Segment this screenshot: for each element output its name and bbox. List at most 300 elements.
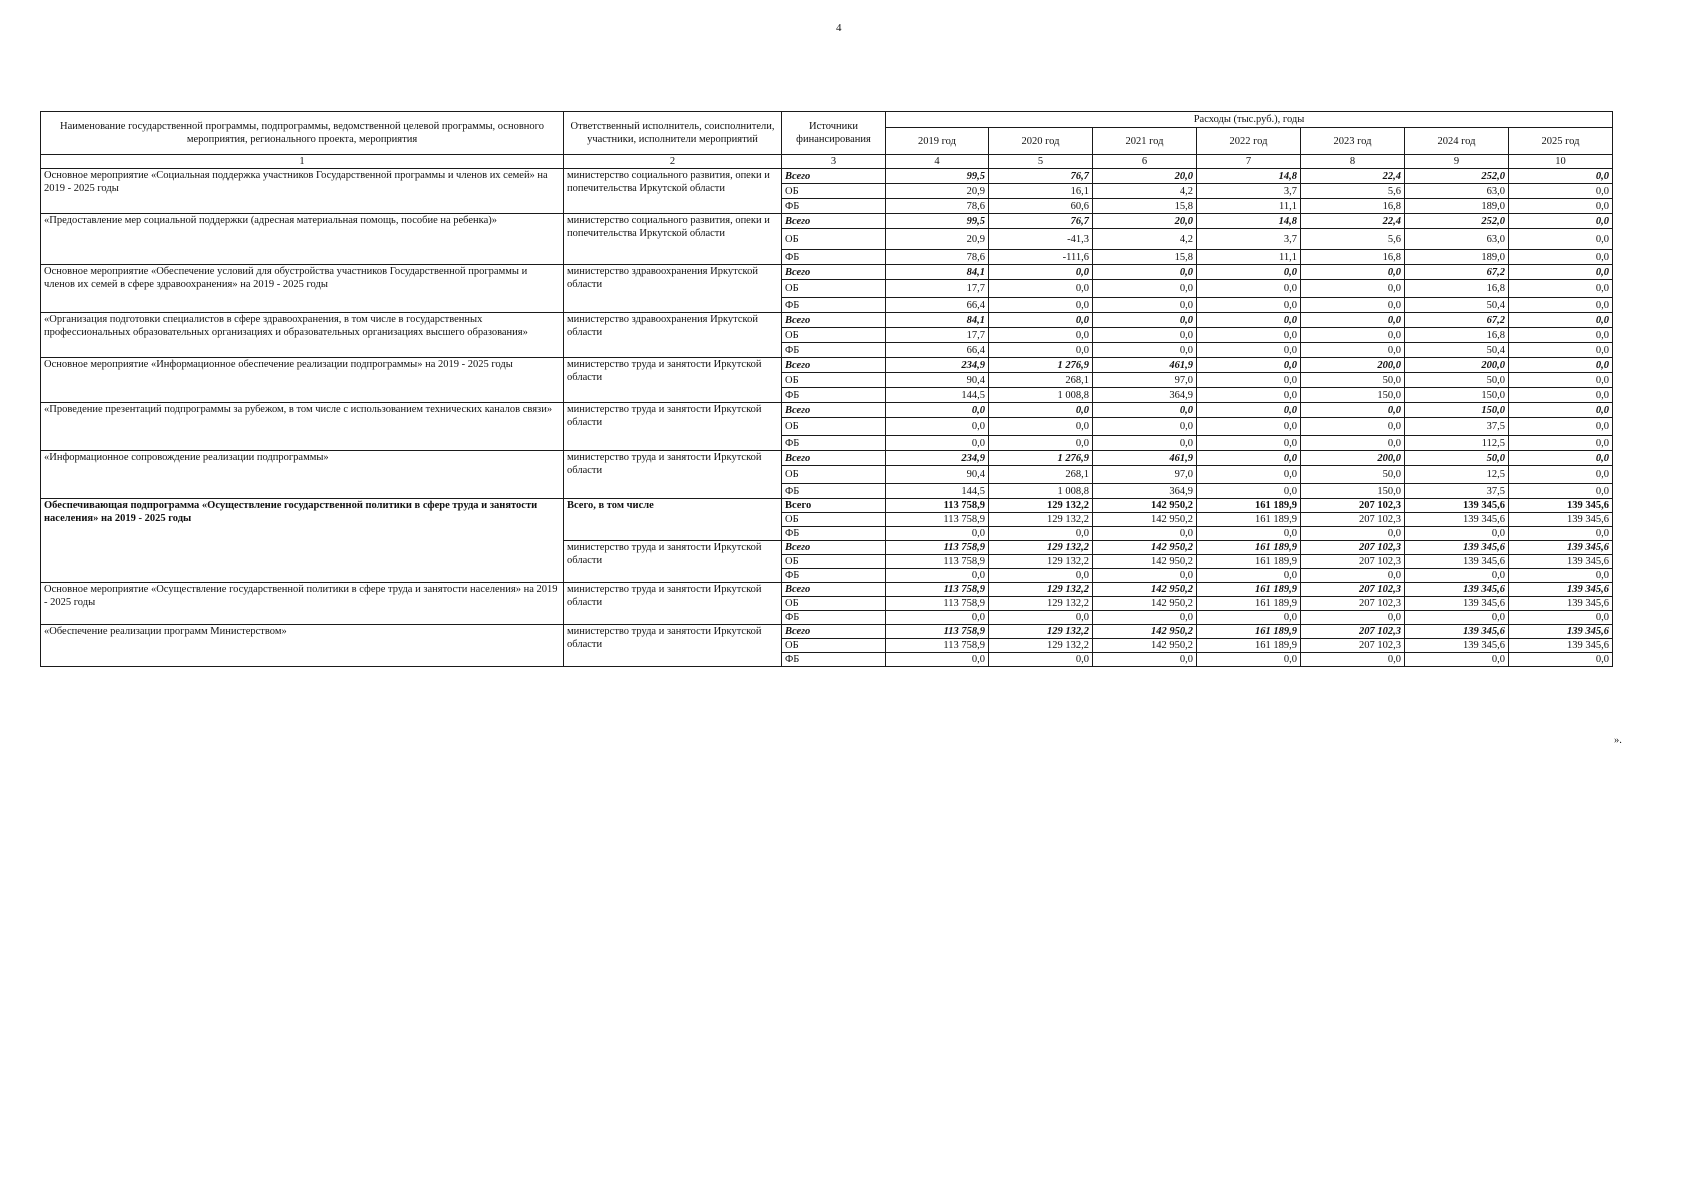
value-cell: 207 102,3: [1301, 583, 1405, 597]
funding-source-cell: Всего: [782, 169, 886, 184]
page-number: 4: [836, 22, 842, 34]
column-number-row: [41, 155, 1613, 169]
value-cell: 0,0: [1405, 527, 1509, 541]
column-number: 8: [1301, 155, 1405, 169]
responsible-cell: министерство труда и занятости Иркутской области: [564, 451, 782, 499]
value-cell: 113 758,9: [886, 597, 989, 611]
funding-source-cell: ОБ: [782, 418, 886, 436]
value-cell: 129 132,2: [989, 597, 1093, 611]
value-cell: 252,0: [1405, 169, 1509, 184]
value-cell: 139 345,6: [1509, 583, 1613, 597]
funding-source-cell: Всего: [782, 541, 886, 555]
value-cell: 0,0: [1509, 436, 1613, 451]
value-cell: 15,8: [1093, 250, 1197, 265]
value-cell: 97,0: [1093, 373, 1197, 388]
value-cell: 0,0: [1405, 653, 1509, 667]
funding-source-cell: Всего: [782, 451, 886, 466]
responsible-cell: министерство труда и занятости Иркутской области: [564, 625, 782, 667]
table-body: [41, 169, 1613, 667]
value-cell: 20,0: [1093, 214, 1197, 229]
header-year-cell: 2021 год: [1093, 128, 1197, 155]
program-name-cell: Основное мероприятие «Социальная поддержка участников Государственной программы и членов их семей» на 2019 - 2025 годы: [41, 169, 564, 214]
value-cell: 0,0: [886, 569, 989, 583]
value-cell: 142 950,2: [1093, 597, 1197, 611]
funding-source-cell: Всего: [782, 499, 886, 513]
value-cell: 189,0: [1405, 199, 1509, 214]
value-cell: 0,0: [1509, 403, 1613, 418]
funding-source-cell: ФБ: [782, 388, 886, 403]
value-cell: 1 276,9: [989, 451, 1093, 466]
value-cell: 0,0: [1509, 418, 1613, 436]
header-resp-cell: Ответственный исполнитель, соисполнители, участники, исполнители мероприятий: [564, 112, 782, 155]
value-cell: 99,5: [886, 169, 989, 184]
table-row: [41, 265, 1613, 280]
value-cell: 0,0: [1509, 388, 1613, 403]
value-cell: 0,0: [1509, 451, 1613, 466]
value-cell: 5,6: [1301, 184, 1405, 199]
value-cell: 139 345,6: [1405, 555, 1509, 569]
value-cell: 63,0: [1405, 229, 1509, 250]
value-cell: 150,0: [1405, 403, 1509, 418]
value-cell: 0,0: [1197, 466, 1301, 484]
value-cell: 67,2: [1405, 313, 1509, 328]
funding-source-cell: ФБ: [782, 298, 886, 313]
header-year-cell: 2019 год: [886, 128, 989, 155]
value-cell: 0,0: [1509, 653, 1613, 667]
value-cell: 0,0: [1197, 653, 1301, 667]
value-cell: 150,0: [1405, 388, 1509, 403]
value-cell: 129 132,2: [989, 499, 1093, 513]
value-cell: 0,0: [1509, 313, 1613, 328]
value-cell: 234,9: [886, 358, 989, 373]
value-cell: 22,4: [1301, 214, 1405, 229]
header-source-cell: Источники финансирования: [782, 112, 886, 155]
value-cell: 0,0: [1301, 328, 1405, 343]
funding-source-cell: ФБ: [782, 653, 886, 667]
value-cell: 207 102,3: [1301, 499, 1405, 513]
value-cell: 0,0: [989, 343, 1093, 358]
value-cell: 0,0: [1197, 358, 1301, 373]
value-cell: 0,0: [1197, 403, 1301, 418]
program-name-cell: Основное мероприятие «Осуществление государственной политики в сфере труда и занятости населения» на 2019 - 2025 годы: [41, 583, 564, 625]
value-cell: 14,8: [1197, 169, 1301, 184]
value-cell: 50,0: [1405, 373, 1509, 388]
value-cell: 0,0: [1301, 265, 1405, 280]
funding-source-cell: Всего: [782, 358, 886, 373]
value-cell: 0,0: [989, 265, 1093, 280]
funding-source-cell: Всего: [782, 583, 886, 597]
header-year-cell: 2025 год: [1509, 128, 1613, 155]
value-cell: 11,1: [1197, 250, 1301, 265]
funding-source-cell: ОБ: [782, 513, 886, 527]
value-cell: 0,0: [1093, 436, 1197, 451]
value-cell: 0,0: [1093, 298, 1197, 313]
value-cell: 268,1: [989, 466, 1093, 484]
value-cell: 0,0: [989, 611, 1093, 625]
value-cell: 113 758,9: [886, 555, 989, 569]
funding-source-cell: ФБ: [782, 527, 886, 541]
value-cell: 113 758,9: [886, 499, 989, 513]
header-name-cell: Наименование государственной программы, подпрограммы, ведомственной целевой программы, основного мероприятия, регионального проекта, мероприятия: [41, 112, 564, 155]
responsible-cell: министерство труда и занятости Иркутской области: [564, 583, 782, 625]
value-cell: 139 345,6: [1509, 541, 1613, 555]
table-row: [41, 169, 1613, 184]
value-cell: 0,0: [886, 527, 989, 541]
header-year-cell: 2023 год: [1301, 128, 1405, 155]
value-cell: 16,8: [1301, 250, 1405, 265]
table-row: [41, 451, 1613, 466]
funding-source-cell: Всего: [782, 214, 886, 229]
responsible-cell: министерство труда и занятости Иркутской области: [564, 541, 782, 583]
value-cell: 3,7: [1197, 229, 1301, 250]
value-cell: 0,0: [1301, 569, 1405, 583]
value-cell: 0,0: [1509, 484, 1613, 499]
header-year-cell: 2024 год: [1405, 128, 1509, 155]
funding-source-cell: ОБ: [782, 597, 886, 611]
value-cell: 0,0: [1509, 569, 1613, 583]
table-row: [41, 358, 1613, 373]
value-cell: 0,0: [989, 328, 1093, 343]
value-cell: 0,0: [1509, 328, 1613, 343]
value-cell: 129 132,2: [989, 555, 1093, 569]
value-cell: 0,0: [1301, 436, 1405, 451]
value-cell: 0,0: [1509, 184, 1613, 199]
value-cell: 0,0: [989, 313, 1093, 328]
value-cell: 99,5: [886, 214, 989, 229]
value-cell: 0,0: [1509, 527, 1613, 541]
value-cell: 129 132,2: [989, 639, 1093, 653]
value-cell: 0,0: [1197, 343, 1301, 358]
value-cell: 0,0: [989, 653, 1093, 667]
value-cell: 0,0: [1197, 569, 1301, 583]
funding-source-cell: ОБ: [782, 639, 886, 653]
value-cell: 0,0: [1197, 611, 1301, 625]
value-cell: 0,0: [1093, 569, 1197, 583]
value-cell: 0,0: [1509, 250, 1613, 265]
value-cell: 113 758,9: [886, 513, 989, 527]
value-cell: 0,0: [1301, 527, 1405, 541]
funding-source-cell: ОБ: [782, 328, 886, 343]
value-cell: 0,0: [886, 403, 989, 418]
table-row: [41, 625, 1613, 639]
funding-source-cell: ОБ: [782, 466, 886, 484]
column-number: 4: [886, 155, 989, 169]
funding-source-cell: ФБ: [782, 569, 886, 583]
table-row: [41, 403, 1613, 418]
column-number: 1: [41, 155, 564, 169]
value-cell: 139 345,6: [1405, 583, 1509, 597]
value-cell: 84,1: [886, 313, 989, 328]
value-cell: 461,9: [1093, 358, 1197, 373]
value-cell: 0,0: [1093, 418, 1197, 436]
funding-source-cell: ОБ: [782, 280, 886, 298]
value-cell: 129 132,2: [989, 541, 1093, 555]
funding-source-cell: ОБ: [782, 184, 886, 199]
value-cell: 0,0: [1301, 313, 1405, 328]
value-cell: 0,0: [1197, 298, 1301, 313]
funding-source-cell: ФБ: [782, 250, 886, 265]
value-cell: 142 950,2: [1093, 513, 1197, 527]
value-cell: 161 189,9: [1197, 541, 1301, 555]
value-cell: 0,0: [1301, 611, 1405, 625]
responsible-cell: министерство социального развития, опеки и попечительства Иркутской области: [564, 169, 782, 214]
value-cell: 0,0: [1093, 328, 1197, 343]
value-cell: 0,0: [886, 611, 989, 625]
value-cell: 0,0: [1509, 199, 1613, 214]
value-cell: 0,0: [1093, 343, 1197, 358]
value-cell: 0,0: [886, 418, 989, 436]
value-cell: 0,0: [989, 569, 1093, 583]
value-cell: 76,7: [989, 169, 1093, 184]
value-cell: 0,0: [1093, 280, 1197, 298]
value-cell: 0,0: [1093, 527, 1197, 541]
value-cell: 0,0: [1509, 611, 1613, 625]
value-cell: 0,0: [1301, 298, 1405, 313]
value-cell: 0,0: [1509, 265, 1613, 280]
value-cell: 12,5: [1405, 466, 1509, 484]
header-year-cell: 2020 год: [989, 128, 1093, 155]
value-cell: 161 189,9: [1197, 597, 1301, 611]
column-number: 9: [1405, 155, 1509, 169]
header-expenses-cell: Расходы (тыс.руб.), годы: [886, 112, 1613, 128]
value-cell: 139 345,6: [1509, 597, 1613, 611]
value-cell: 50,0: [1405, 451, 1509, 466]
column-number: 2: [564, 155, 782, 169]
program-name-cell: Основное мероприятие «Обеспечение условий для обустройства участников Государственной программы и членов их семей в сфере здравоохранения» на 2019 - 2025 годы: [41, 265, 564, 313]
value-cell: 113 758,9: [886, 625, 989, 639]
program-name-cell: Основное мероприятие «Информационное обеспечение реализации подпрограммы» на 2019 - 2025 годы: [41, 358, 564, 403]
responsible-cell: министерство труда и занятости Иркутской области: [564, 358, 782, 403]
value-cell: 20,0: [1093, 169, 1197, 184]
value-cell: 142 950,2: [1093, 499, 1197, 513]
value-cell: 161 189,9: [1197, 555, 1301, 569]
value-cell: 50,4: [1405, 343, 1509, 358]
responsible-cell: Всего, в том числе: [564, 499, 782, 541]
responsible-cell: министерство здравоохранения Иркутской области: [564, 313, 782, 358]
value-cell: 0,0: [1509, 298, 1613, 313]
value-cell: 66,4: [886, 343, 989, 358]
value-cell: 113 758,9: [886, 541, 989, 555]
value-cell: 22,4: [1301, 169, 1405, 184]
value-cell: -111,6: [989, 250, 1093, 265]
value-cell: 0,0: [1509, 229, 1613, 250]
value-cell: 0,0: [989, 280, 1093, 298]
value-cell: 139 345,6: [1405, 625, 1509, 639]
value-cell: 207 102,3: [1301, 541, 1405, 555]
funding-source-cell: ФБ: [782, 484, 886, 499]
table-row: [41, 499, 1613, 513]
value-cell: 200,0: [1301, 451, 1405, 466]
value-cell: 0,0: [989, 403, 1093, 418]
value-cell: 161 189,9: [1197, 639, 1301, 653]
value-cell: 161 189,9: [1197, 513, 1301, 527]
value-cell: 67,2: [1405, 265, 1509, 280]
column-number: 3: [782, 155, 886, 169]
value-cell: 113 758,9: [886, 583, 989, 597]
responsible-cell: министерство социального развития, опеки и попечительства Иркутской области: [564, 214, 782, 265]
closing-quote-mark: ».: [1614, 735, 1622, 746]
funding-source-cell: Всего: [782, 403, 886, 418]
value-cell: 63,0: [1405, 184, 1509, 199]
value-cell: 0,0: [1093, 265, 1197, 280]
table-row: [41, 214, 1613, 229]
value-cell: 76,7: [989, 214, 1093, 229]
value-cell: 0,0: [1093, 403, 1197, 418]
value-cell: 268,1: [989, 373, 1093, 388]
value-cell: 142 950,2: [1093, 639, 1197, 653]
value-cell: 139 345,6: [1509, 499, 1613, 513]
value-cell: 0,0: [1093, 653, 1197, 667]
funding-source-cell: Всего: [782, 625, 886, 639]
value-cell: 1 008,8: [989, 388, 1093, 403]
funding-source-cell: Всего: [782, 313, 886, 328]
column-number: 6: [1093, 155, 1197, 169]
value-cell: 0,0: [1405, 569, 1509, 583]
value-cell: 17,7: [886, 328, 989, 343]
value-cell: 139 345,6: [1509, 639, 1613, 653]
funding-source-cell: ОБ: [782, 555, 886, 569]
value-cell: 0,0: [1197, 313, 1301, 328]
column-number: 5: [989, 155, 1093, 169]
value-cell: 0,0: [989, 418, 1093, 436]
column-number: 7: [1197, 155, 1301, 169]
table-row: [41, 313, 1613, 328]
value-cell: 0,0: [1197, 527, 1301, 541]
value-cell: 189,0: [1405, 250, 1509, 265]
funding-source-cell: ФБ: [782, 199, 886, 214]
program-name-cell: «Обеспечение реализации программ Министерством»: [41, 625, 564, 667]
program-name-cell: «Проведение презентаций подпрограммы за рубежом, в том числе с использованием технических каналов связи»: [41, 403, 564, 451]
value-cell: 139 345,6: [1509, 625, 1613, 639]
value-cell: 112,5: [1405, 436, 1509, 451]
value-cell: 0,0: [1197, 436, 1301, 451]
value-cell: 139 345,6: [1405, 541, 1509, 555]
value-cell: 50,0: [1301, 466, 1405, 484]
value-cell: 0,0: [886, 436, 989, 451]
value-cell: 0,0: [1509, 358, 1613, 373]
value-cell: 0,0: [1197, 388, 1301, 403]
value-cell: 129 132,2: [989, 513, 1093, 527]
value-cell: 142 950,2: [1093, 625, 1197, 639]
program-name-cell: «Организация подготовки специалистов в сфере здравоохранения, в том числе в государственных профессиональных образовательных организациях и образовательных организациях высшего образования»: [41, 313, 564, 358]
funding-source-cell: ФБ: [782, 611, 886, 625]
value-cell: 0,0: [1197, 484, 1301, 499]
value-cell: 16,8: [1405, 280, 1509, 298]
value-cell: 139 345,6: [1509, 513, 1613, 527]
value-cell: 1 276,9: [989, 358, 1093, 373]
value-cell: 0,0: [1197, 280, 1301, 298]
value-cell: 0,0: [1301, 343, 1405, 358]
value-cell: 144,5: [886, 388, 989, 403]
value-cell: 16,1: [989, 184, 1093, 199]
budget-table: [40, 111, 1613, 667]
value-cell: 207 102,3: [1301, 597, 1405, 611]
value-cell: 90,4: [886, 466, 989, 484]
value-cell: 1 008,8: [989, 484, 1093, 499]
value-cell: 37,5: [1405, 484, 1509, 499]
value-cell: 0,0: [1301, 653, 1405, 667]
value-cell: 0,0: [1509, 169, 1613, 184]
value-cell: 364,9: [1093, 388, 1197, 403]
value-cell: 150,0: [1301, 484, 1405, 499]
value-cell: 5,6: [1301, 229, 1405, 250]
value-cell: 139 345,6: [1509, 555, 1613, 569]
value-cell: -41,3: [989, 229, 1093, 250]
value-cell: 139 345,6: [1405, 499, 1509, 513]
value-cell: 0,0: [1509, 214, 1613, 229]
header-year-cell: 2022 год: [1197, 128, 1301, 155]
value-cell: 207 102,3: [1301, 555, 1405, 569]
value-cell: 0,0: [1197, 328, 1301, 343]
value-cell: 139 345,6: [1405, 639, 1509, 653]
value-cell: 207 102,3: [1301, 639, 1405, 653]
value-cell: 142 950,2: [1093, 555, 1197, 569]
value-cell: 129 132,2: [989, 625, 1093, 639]
value-cell: 11,1: [1197, 199, 1301, 214]
value-cell: 0,0: [886, 653, 989, 667]
value-cell: 161 189,9: [1197, 625, 1301, 639]
value-cell: 97,0: [1093, 466, 1197, 484]
value-cell: 0,0: [1509, 373, 1613, 388]
value-cell: 161 189,9: [1197, 499, 1301, 513]
value-cell: 60,6: [989, 199, 1093, 214]
column-number: 10: [1509, 155, 1613, 169]
value-cell: 139 345,6: [1405, 597, 1509, 611]
value-cell: 20,9: [886, 184, 989, 199]
value-cell: 50,4: [1405, 298, 1509, 313]
value-cell: 144,5: [886, 484, 989, 499]
value-cell: 16,8: [1405, 328, 1509, 343]
value-cell: 200,0: [1405, 358, 1509, 373]
value-cell: 0,0: [1405, 611, 1509, 625]
value-cell: 364,9: [1093, 484, 1197, 499]
value-cell: 0,0: [1301, 403, 1405, 418]
funding-source-cell: ФБ: [782, 343, 886, 358]
table-row: [41, 583, 1613, 597]
value-cell: 66,4: [886, 298, 989, 313]
value-cell: 0,0: [1301, 418, 1405, 436]
value-cell: 0,0: [1197, 373, 1301, 388]
value-cell: 142 950,2: [1093, 541, 1197, 555]
value-cell: 0,0: [989, 527, 1093, 541]
value-cell: 78,6: [886, 199, 989, 214]
funding-source-cell: Всего: [782, 265, 886, 280]
value-cell: 139 345,6: [1405, 513, 1509, 527]
value-cell: 150,0: [1301, 388, 1405, 403]
value-cell: 16,8: [1301, 199, 1405, 214]
value-cell: 90,4: [886, 373, 989, 388]
value-cell: 0,0: [1509, 466, 1613, 484]
value-cell: 3,7: [1197, 184, 1301, 199]
value-cell: 129 132,2: [989, 583, 1093, 597]
program-name-cell: «Предоставление мер социальной поддержки (адресная материальная помощь, пособие на ребенка)»: [41, 214, 564, 265]
value-cell: 0,0: [1197, 265, 1301, 280]
table-header: [41, 112, 1613, 169]
value-cell: 0,0: [1093, 313, 1197, 328]
value-cell: 0,0: [989, 436, 1093, 451]
value-cell: 4,2: [1093, 229, 1197, 250]
value-cell: 0,0: [1197, 451, 1301, 466]
value-cell: 0,0: [1197, 418, 1301, 436]
funding-source-cell: ОБ: [782, 229, 886, 250]
responsible-cell: министерство здравоохранения Иркутской области: [564, 265, 782, 313]
program-name-cell: «Информационное сопровождение реализации подпрограммы»: [41, 451, 564, 499]
value-cell: 252,0: [1405, 214, 1509, 229]
funding-source-cell: ФБ: [782, 436, 886, 451]
value-cell: 50,0: [1301, 373, 1405, 388]
value-cell: 142 950,2: [1093, 583, 1197, 597]
value-cell: 207 102,3: [1301, 513, 1405, 527]
